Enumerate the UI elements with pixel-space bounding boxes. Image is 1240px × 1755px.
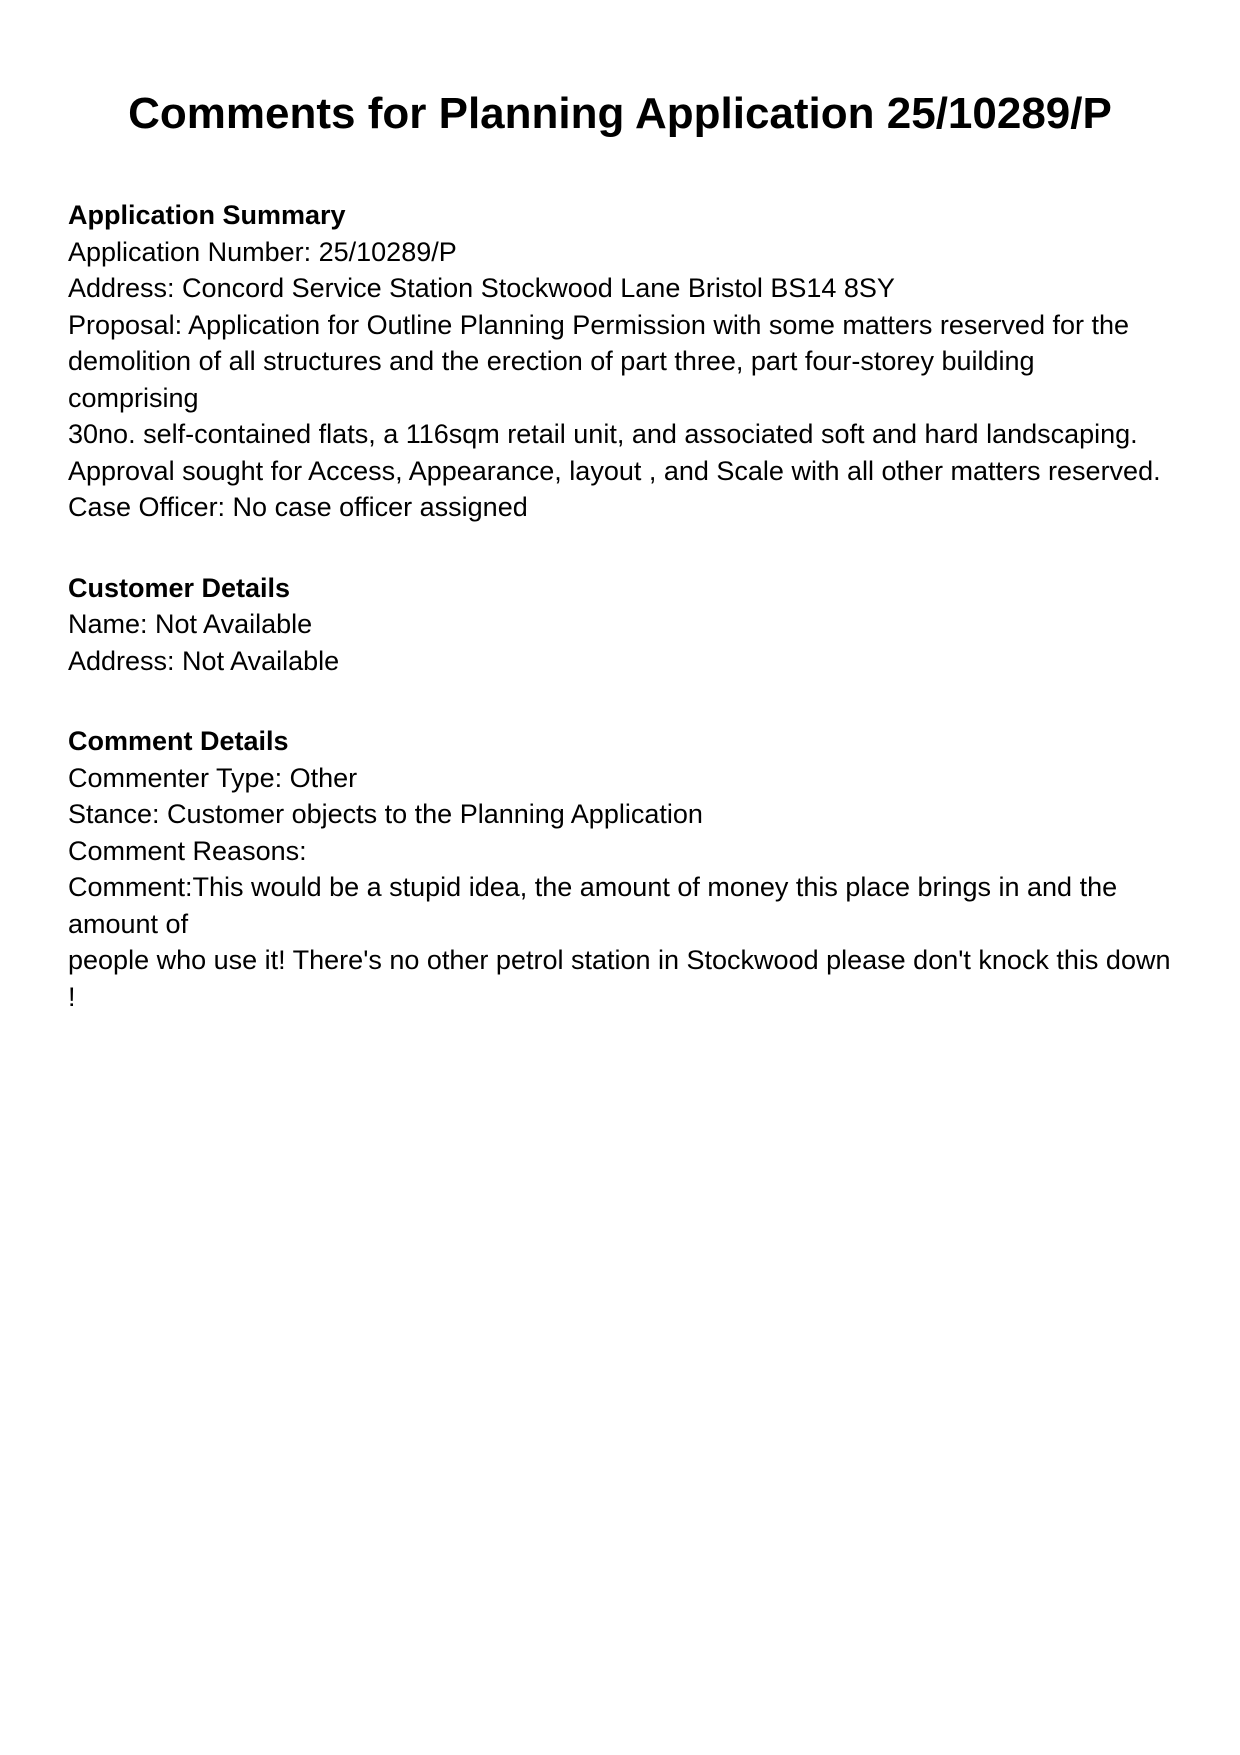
case-officer-line: Case Officer: No case officer assigned [68, 492, 528, 522]
proposal-line: Proposal: Application for Outline Planning Permission with some matters reserved for the [68, 309, 1130, 340]
comment-text-line: people who use it! There's no other petrol station in Stockwood please don't knock this down ! [68, 945, 1178, 1012]
comment-details-section [68, 723, 1178, 1015]
application-address-line: Address: Concord Service Station Stockwood Lane Bristol BS14 8SY [68, 273, 895, 303]
comment-reasons-line: Comment Reasons: [68, 835, 307, 866]
comment-details-heading: Comment Details [68, 726, 289, 756]
customer-details-heading: Customer Details [68, 572, 291, 603]
application-summary-section [68, 197, 1172, 526]
page-title: Comments for Planning Application 25/10289/P [128, 89, 1112, 138]
customer-name-line: Name: Not Available [68, 609, 313, 639]
document-content [68, 197, 1178, 1015]
proposal-line: Approval sought for Access, Appearance, layout , and Scale with all other matters reserved. [68, 455, 1161, 486]
proposal-line: 30no. self-contained flats, a 116sqm retail unit, and associated soft and hard landscaping. [68, 419, 1138, 449]
customer-address-line: Address: Not Available [68, 645, 340, 676]
customer-details-section [68, 570, 1172, 680]
stance-line: Stance: Customer objects to the Planning Application [68, 799, 703, 829]
commenter-type-line: Commenter Type: Other [68, 762, 358, 793]
application-number-line: Application Number: 25/10289/P [68, 236, 457, 267]
application-summary-heading: Application Summary [68, 200, 346, 230]
proposal-line: demolition of all structures and the erection of part three, part four-storey building comprising [68, 346, 1043, 413]
comment-text-line: Comment:This would be a stupid idea, the amount of money this place brings in and the amount of [68, 872, 1125, 939]
